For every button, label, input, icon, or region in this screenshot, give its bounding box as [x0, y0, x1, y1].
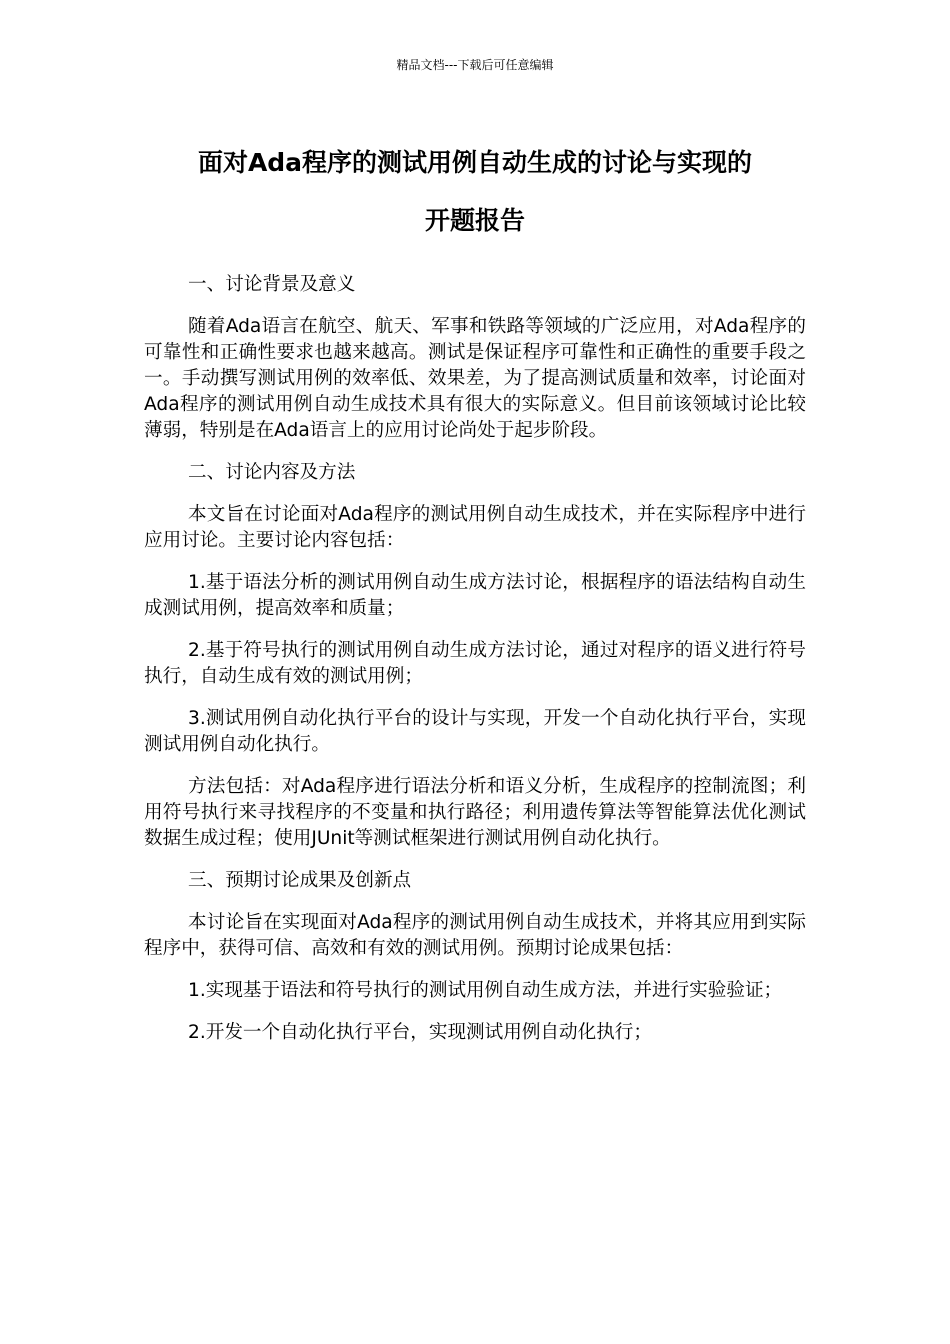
document-title — [120, 134, 830, 250]
title-line-2: 开题报告 — [424, 206, 525, 235]
section-heading-background: 一、讨论背景及意义 — [188, 274, 356, 295]
paragraph-methods: 方法包括：对Ada程序进行语法分析和语义分析，生成程序的控制流图；利用符号执行来寻找程序的不变量和执行路径；利用遗传算法等智能算法优化测试数据生成过程；使用JUnit等测试框架进行测试用例自动化执行。 — [144, 776, 806, 849]
paragraph-content-intro: 本文旨在讨论面对Ada程序的测试用例自动生成技术，并在实际程序中进行应用讨论。主要讨论内容包括： — [144, 504, 806, 551]
title-line-1: 面对Ada程序的测试用例自动生成的讨论与实现的 — [197, 148, 753, 177]
list-item-result-1: 1.实现基于语法和符号执行的测试用例自动生成方法，并进行实验验证； — [188, 980, 783, 1001]
list-item-content-1: 1.基于语法分析的测试用例自动生成方法讨论，根据程序的语法结构自动生成测试用例，提高效率和质量； — [144, 572, 806, 619]
list-item-content-3: 3.测试用例自动化执行平台的设计与实现，开发一个自动化执行平台，实现测试用例自动化执行。 — [144, 708, 806, 755]
paragraph-results-intro: 本讨论旨在实现面对Ada程序的测试用例自动生成技术，并将其应用到实际程序中，获得可信、高效和有效的测试用例。预期讨论成果包括： — [144, 912, 806, 959]
section-heading-expected-results: 三、预期讨论成果及创新点 — [188, 870, 412, 891]
list-item-result-2: 2.开发一个自动化执行平台，实现测试用例自动化执行； — [188, 1022, 652, 1043]
page-header: 精品文档---下载后可任意编辑 — [396, 58, 554, 72]
document-body — [144, 272, 806, 1062]
list-item-content-2: 2.基于符号执行的测试用例自动生成方法讨论，通过对程序的语义进行符号执行，自动生成有效的测试用例； — [144, 640, 806, 687]
section-heading-content-method: 二、讨论内容及方法 — [188, 462, 356, 483]
paragraph-background: 随着Ada语言在航空、航天、军事和铁路等领域的广泛应用，对Ada程序的可靠性和正确性要求也越来越高。测试是保证程序可靠性和正确性的重要手段之一。手动撰写测试用例的效率低、效果差，为了提高测试质量和效率，讨论面对Ada程序的测试用例自动生成技术具有很大的实际意义。但目前该领域讨论比较薄弱，特别是在Ada语言上的应用讨论尚处于起步阶段。 — [144, 316, 806, 441]
